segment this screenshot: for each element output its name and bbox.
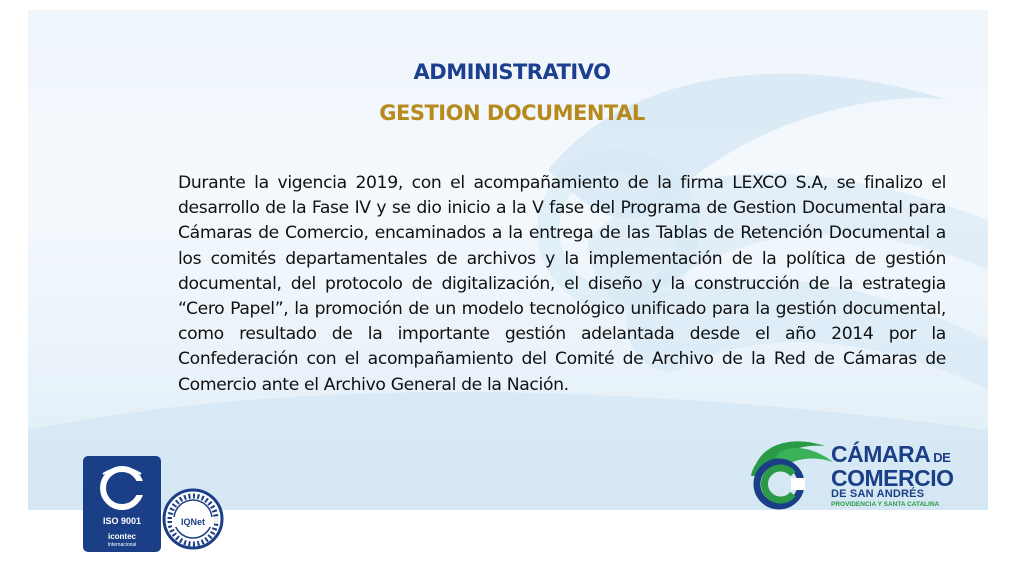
logo-line-san-andres: DE SAN ANDRÉS [831, 488, 925, 500]
body-paragraph: Durante la vigencia 2019, con el acompañamiento de la firma LEXCO S.A, se finalizo el desarrollo de la Fase IV y se dio inicio a la V fase del Programa de Gestion Documental para Cámaras de Comercio, encaminados a la entrega de las Tablas de Retención Documental a los comités departamentales de archivos y la implementación de la política de gestión documental, del protocolo de digitalización, el diseño y la construcción de la estrategia “Cero Papel”, la promoción de un modelo tecnológico unificado para la gestión documental, como resultado de la importante gestión adelantada desde el año 2014 por la Confederación con el acompañamiento del Comité de Archivo de la Red de Cámaras de Comercio ante el Archivo General de la Nación. [178, 173, 946, 395]
icontec-logo-icon [97, 464, 147, 512]
logo-line-providencia: PROVIDENCIA Y SANTA CATALINA [831, 501, 940, 508]
icontec-sub-label: Internacional [107, 542, 137, 548]
logo-line-camara: CÁMARA DE [831, 441, 951, 467]
page-title: ADMINISTRATIVO [413, 60, 611, 84]
camara-palm-logo-icon [745, 436, 835, 512]
iso-9001-badge [83, 456, 161, 552]
logo-line-comercio: COMERCIO [831, 465, 954, 491]
section-subtitle: GESTION DOCUMENTAL [379, 101, 645, 125]
icontec-label: icontec [107, 532, 136, 541]
logo-de: DE [933, 450, 951, 465]
camara-logo-text [831, 441, 954, 509]
iqnet-label: IQNet [172, 517, 214, 527]
iso-label: ISO 9001 [102, 516, 142, 526]
